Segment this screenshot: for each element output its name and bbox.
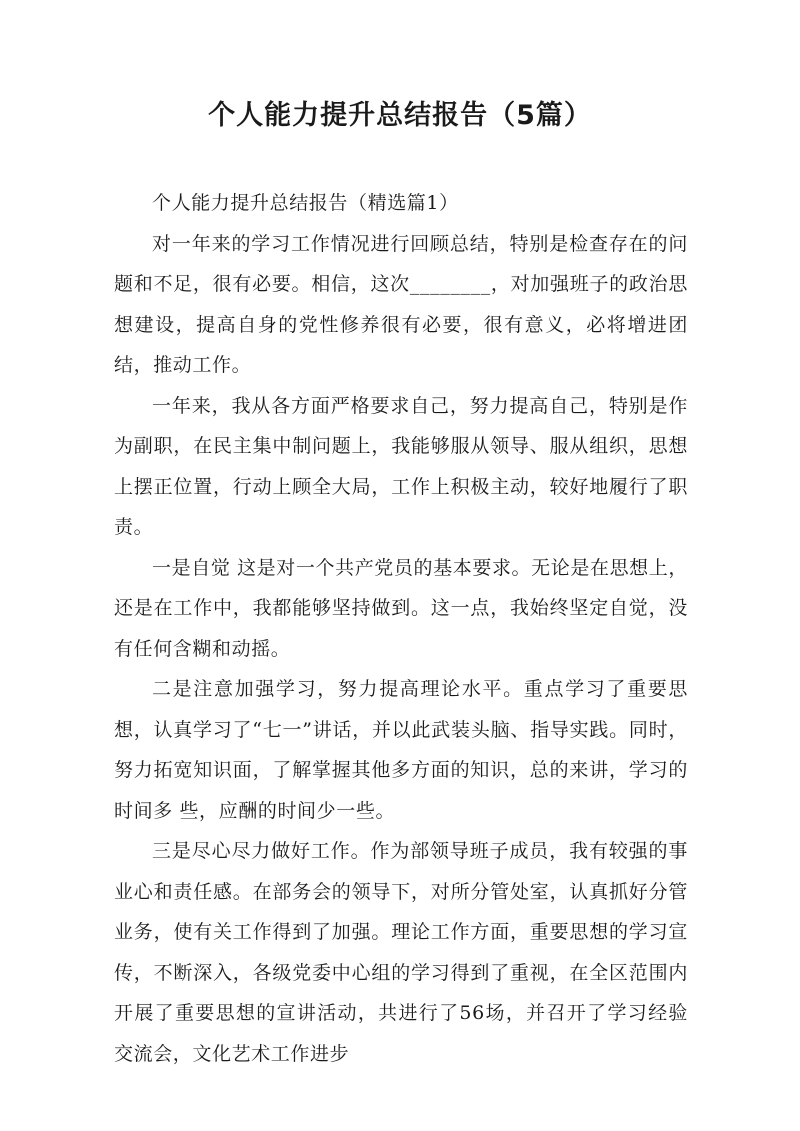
paragraph-1: 对一年来的学习工作情况进行回顾总结，特别是检查存在的问题和不足，很有必要。相信，这次________，对加强班子的政治思想建设，提高自身的党性修养很有必要，很有意义，必将增进团结，推动工作。 [114,232,688,376]
document-body [114,183,688,1074]
paragraph-5: 三是尽心尽力做好工作。作为部领导班子成员，我有较强的事业心和责任感。在部务会的领导下，对所分管处室，认真抓好分管业务，使有关工作得到了加强。理论工作方面，重要思想的学习宣传，不断深入，各级党委中心组的学习得到了重视，在全区范围内开展了重要思想的宣讲活动，共进行了56场，并召开了学习经验交流会，文化艺术工作进步 [114,840,688,1065]
document-title: 个人能力提升总结报告（5篇） [208,100,592,131]
paragraph-3: 一是自觉 这是对一个共产党员的基本要求。无论是在思想上，还是在工作中，我都能够坚持做到。这一点，我始终坚定自觉，没有任何含糊和动摇。 [114,556,688,660]
section-heading: 个人能力提升总结报告（精选篇1） [152,192,459,214]
paragraph-4: 二是注意加强学习，努力提高理论水平。重点学习了重要思想，认真学习了“七一”讲话，并以此武装头脑、指导实践。同时，努力拓宽知识面，了解掌握其他多方面的知识，总的来讲，学习的时间多 些，应酬的时间少一些。 [114,678,688,822]
paragraph-2: 一年来，我从各方面严格要求自己，努力提高自己，特别是作为副职，在民主集中制问题上，我能够服从领导、服从组织，思想上摆正位置，行动上顾全大局，工作上积极主动，较好地履行了职责。 [114,394,688,538]
